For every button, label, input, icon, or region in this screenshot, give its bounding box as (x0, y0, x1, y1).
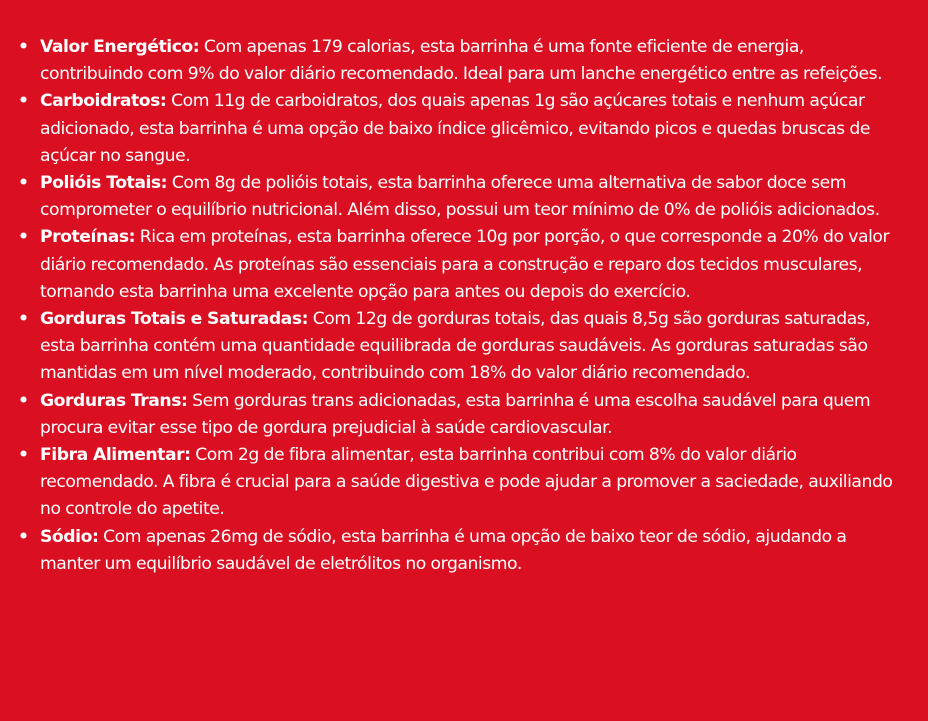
item-text: Com apenas 26mg de sódio, esta barrinha é uma opção de baixo teor de sódio, ajudando a manter um equilíbrio saudável de eletrólitos no organismo. (40, 526, 847, 574)
bullet-icon: • (18, 173, 29, 194)
list-item-gorduras-totais (14, 306, 908, 388)
list-item-sodio (14, 524, 908, 578)
list-item-poliois-totais (14, 170, 908, 224)
list-item-proteinas (14, 224, 908, 306)
item-term: Polióis Totais: (40, 173, 168, 194)
list-item-fibra-alimentar (14, 442, 908, 524)
item-text: Com 2g de fibra alimentar, esta barrinha contribui com 8% do valor diário recomendado. A fibra é crucial para a saúde digestiva e pode ajudar a promover a saciedade, auxiliando no controle do apetite. (40, 445, 893, 520)
item-text: Rica em proteínas, esta barrinha oferece 10g por porção, o que corresponde a 20% do valor diário recomendado. As proteínas são essenciais para a construção e reparo dos tecidos musculares, tornando esta barrinha uma excelente opção para antes ou depois do exercício. (40, 227, 890, 302)
item-text: Com 12g de gorduras totais, das quais 8,5g são gorduras saturadas, esta barrinha contém uma quantidade equilibrada de gorduras saudáveis. As gorduras saturadas são mantidas em um nível moderado, contribuindo com 18% do valor diário recomendado. (40, 309, 871, 384)
bullet-icon: • (18, 227, 29, 248)
bullet-icon: • (18, 390, 29, 411)
bullet-icon: • (18, 91, 29, 112)
item-term: Fibra Alimentar: (40, 445, 191, 466)
item-text: Com 8g de polióis totais, esta barrinha oferece uma alternativa de sabor doce sem comprometer o equilíbrio nutricional. Além disso, possui um teor mínimo de 0% de polióis adicionados. (40, 173, 880, 221)
item-term: Carboidratos: (40, 91, 167, 112)
item-term: Gorduras Trans: (40, 390, 188, 411)
list-item-valor-energetico (14, 34, 908, 88)
bullet-icon: • (18, 526, 29, 547)
item-term: Proteínas: (40, 227, 136, 248)
item-term: Gorduras Totais e Saturadas: (40, 309, 309, 330)
bullet-icon: • (18, 309, 29, 330)
list-item-gorduras-trans (14, 388, 908, 442)
bullet-icon: • (18, 445, 29, 466)
list-item-carboidratos (14, 88, 908, 170)
item-term: Sódio: (40, 526, 99, 547)
bullet-icon: • (18, 37, 29, 57)
item-text: Com 11g de carboidratos, dos quais apenas 1g são açúcares totais e nenhum açúcar adicionado, esta barrinha é uma opção de baixo índice glicêmico, evitando picos e quedas bruscas de açúcar no sangue. (40, 91, 870, 166)
item-text: Com apenas 179 calorias, esta barrinha é uma fonte eficiente de energia, contribuindo com 9% do valor diário recomendado. Ideal para um lanche energético entre as refeições. (40, 37, 883, 85)
item-term: Valor Energético: (40, 37, 200, 57)
item-text: Sem gorduras trans adicionadas, esta barrinha é uma escolha saudável para quem procura evitar esse tipo de gordura prejudicial à saúde cardiovascular. (40, 390, 871, 438)
